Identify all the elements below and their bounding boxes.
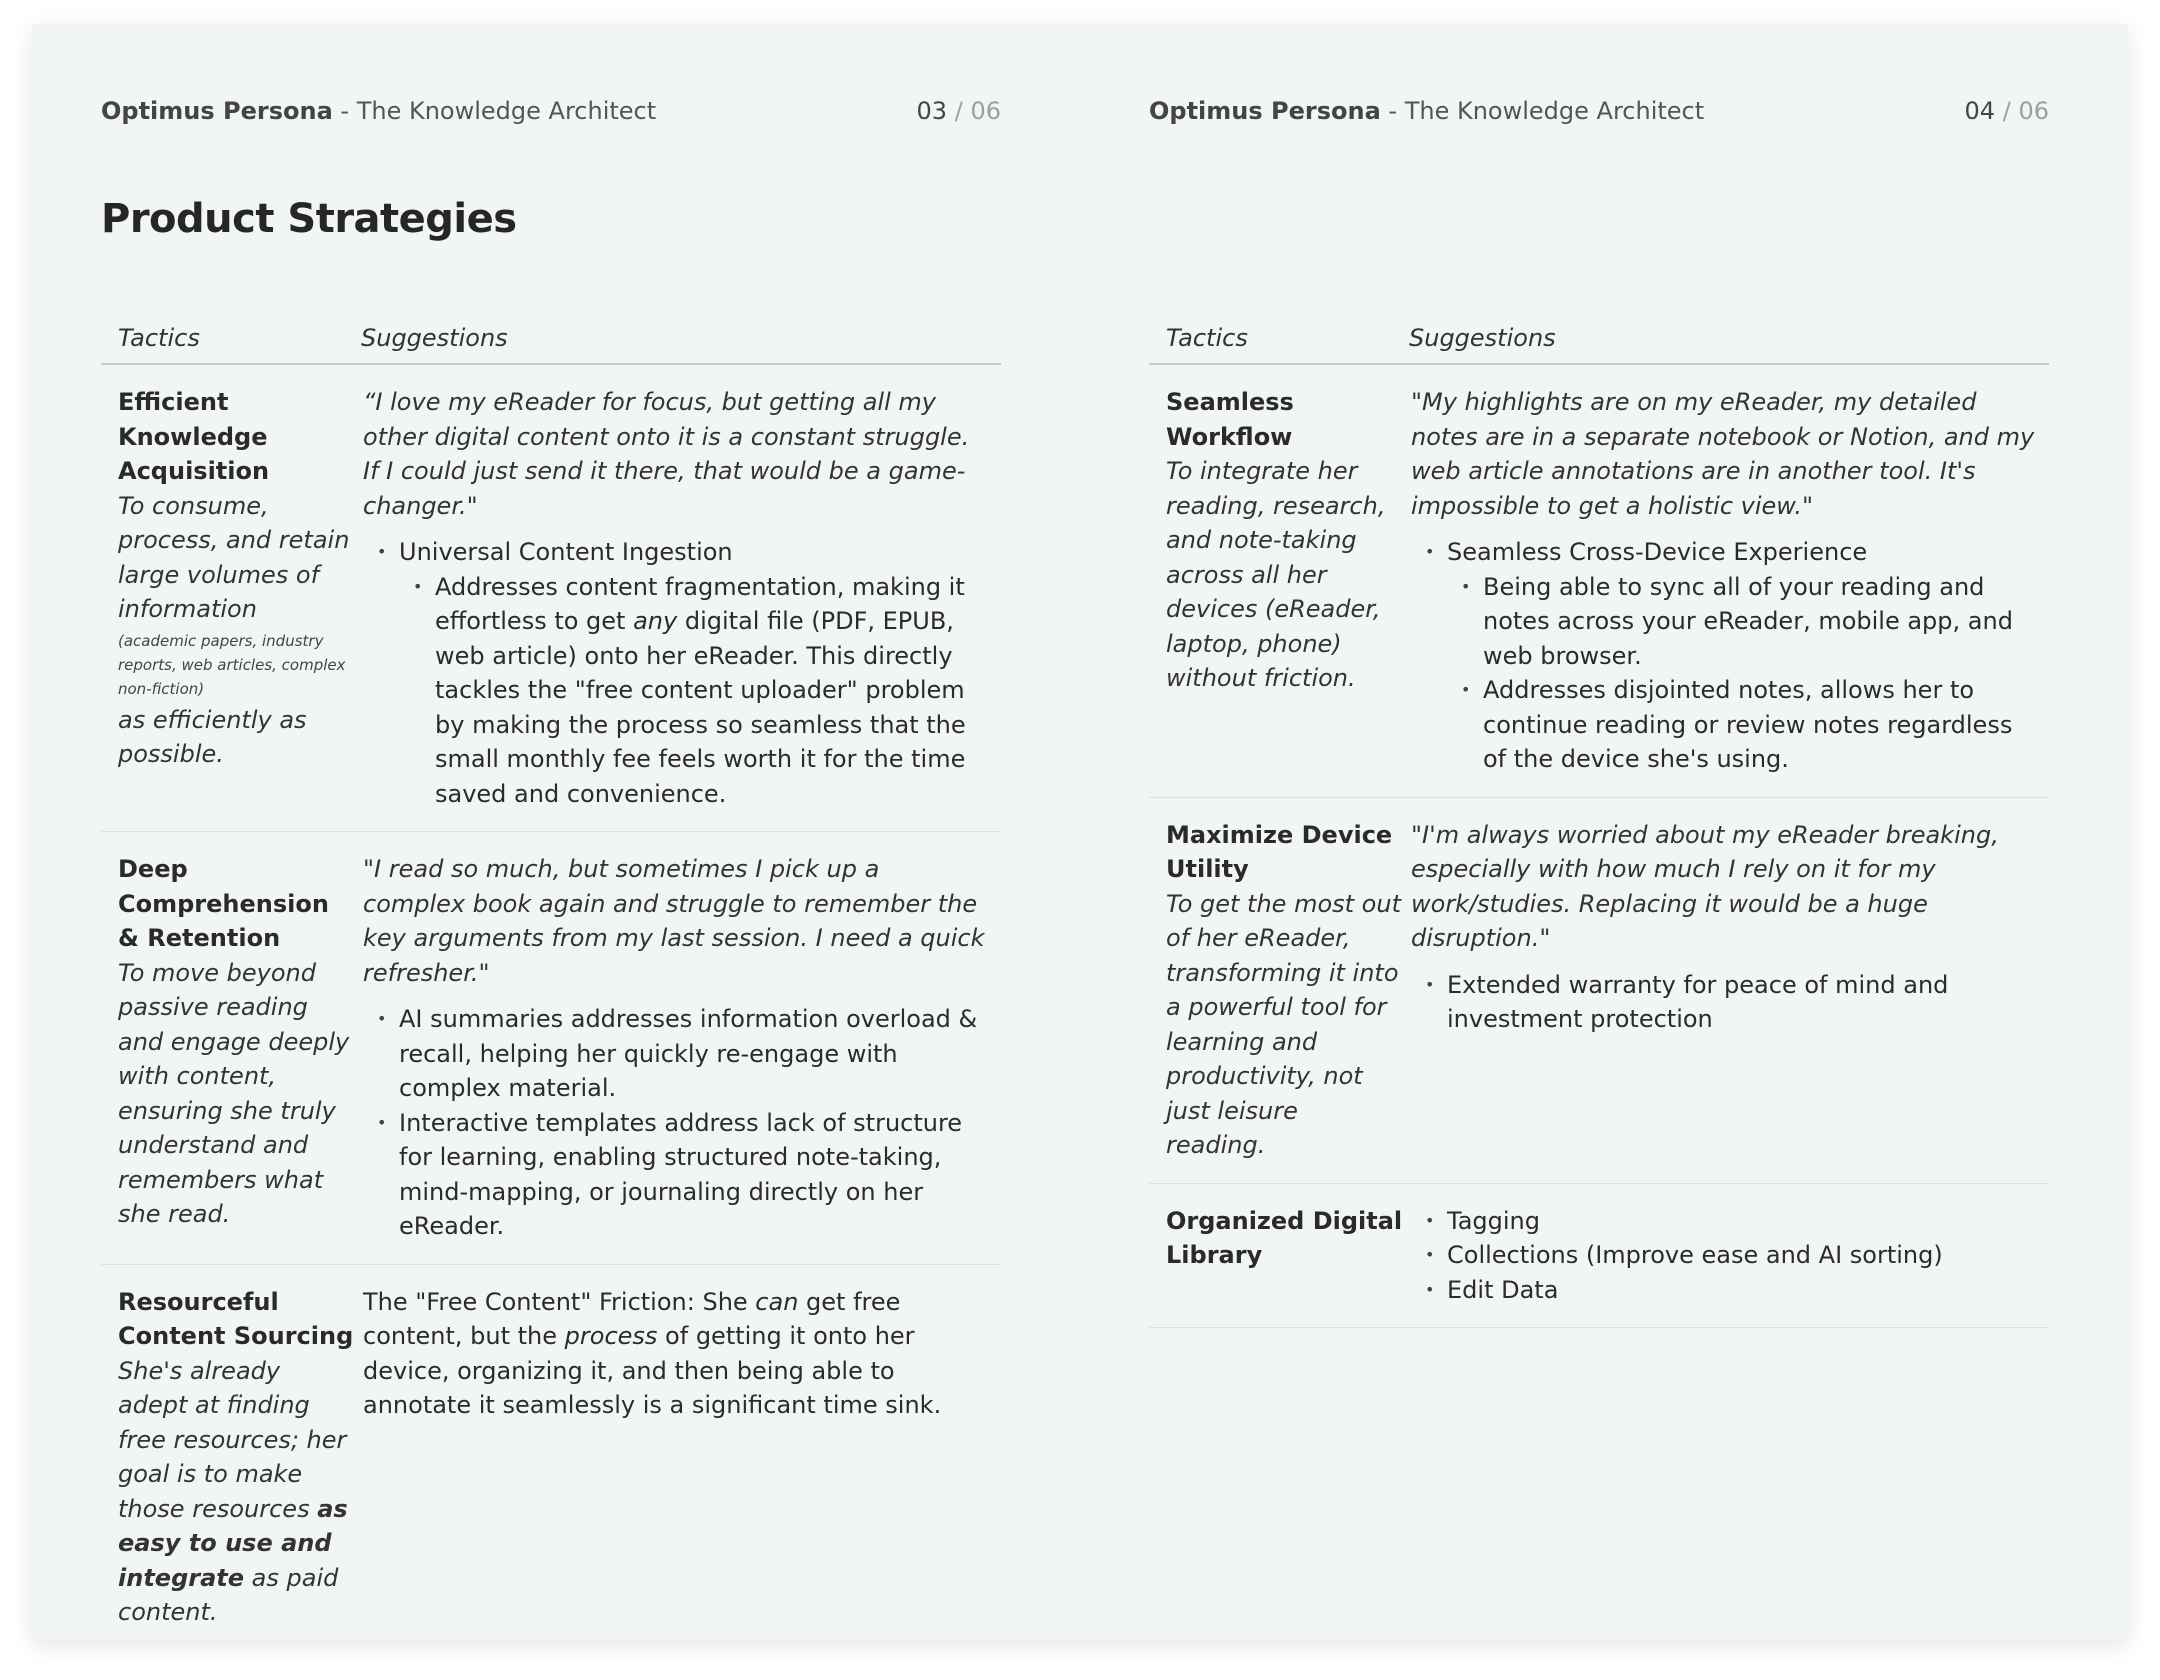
tactic-cell	[101, 385, 363, 811]
page-header	[1149, 97, 2049, 125]
tactic-title: Maximize Device Utility	[1166, 820, 1393, 883]
list-item: • Interactive templates address lack of structure for learning, enabling structured note-taking, mind-mapping, or journaling directly on her eReader.	[377, 1106, 989, 1244]
table-header	[1149, 313, 2049, 365]
table-row	[101, 1265, 1001, 1650]
suggestion-list	[363, 535, 989, 811]
tactic-description: To consume, process, and retain large volumes of information	[118, 491, 350, 623]
column-header-tactics: Tactics	[1166, 324, 1248, 352]
list-item: • Seamless Cross-Device Experience • Being able to sync all of your reading and notes across your eReader, mobile app, and web browser. • Addresses disjointed notes, allows her to continue reading or review notes regardless of the device she's using.	[1425, 535, 2037, 777]
list-item: • Being able to sync all of your reading and notes across your eReader, mobile app, and web browser.	[1461, 570, 2037, 674]
strategy-table	[1149, 313, 2049, 1328]
column-header-suggestions: Suggestions	[1409, 324, 1556, 352]
table-header	[101, 313, 1001, 365]
tactic-title: Resourceful Content Sourcing	[118, 1287, 354, 1350]
page-03	[101, 24, 1001, 1640]
page-number: 04 / 06	[1964, 97, 2049, 125]
list-item: • Tagging	[1425, 1204, 2037, 1239]
running-subtitle: - The Knowledge Architect	[340, 97, 657, 125]
suggestion-cell	[1411, 1204, 2049, 1308]
brand-name: Optimus Persona	[101, 97, 333, 125]
tactic-cell	[1149, 1204, 1411, 1308]
table-row	[1149, 1184, 2049, 1329]
list-item: • Extended warranty for peace of mind and investment protection	[1425, 968, 2037, 1037]
suggestion-list	[363, 1002, 989, 1244]
suggestion-cell	[1411, 818, 2049, 1163]
list-item: • Edit Data	[1425, 1273, 2037, 1308]
brand-name: Optimus Persona	[1149, 97, 1381, 125]
list-item: • Collections (Improve ease and AI sorting)	[1425, 1238, 2037, 1273]
sub-list	[1447, 570, 2037, 777]
table-row	[101, 365, 1001, 832]
persona-quote: "I'm always worried about my eReader breaking, especially with how much I rely on it for my work/studies. Replacing it would be a huge disruption."	[1411, 820, 1999, 952]
page-04	[1149, 24, 2049, 1640]
suggestion-cell	[363, 852, 1001, 1244]
suggestion-cell: The "Free Content" Friction: She can get free content, but the process of getting it onto her device, organizing it, and then being able to annotate it seamlessly is a significant time sink.	[363, 1287, 942, 1419]
tactic-title: Organized Digital Library	[1166, 1206, 1403, 1269]
tactic-title: Efficient Knowledge Acquisition	[118, 388, 270, 485]
tactic-description: To move beyond passive reading and engage deeply with content, ensuring she truly understand and remembers what she read.	[118, 958, 350, 1228]
tactic-description: To integrate her reading, research, and note-taking across all her devices (eReader, laptop, phone) without friction.	[1166, 457, 1386, 692]
list-item: • Addresses disjointed notes, allows her to continue reading or review notes regardless of the device she's using.	[1461, 673, 2037, 777]
page-title: Product Strategies	[101, 196, 517, 242]
strategy-table	[101, 313, 1001, 1650]
suggestion-list	[1411, 1204, 2037, 1308]
tactic-title: Seamless Workflow	[1166, 388, 1294, 451]
document-sheet	[32, 24, 2128, 1640]
running-title	[1149, 97, 1704, 125]
persona-quote: “I love my eReader for focus, but getting all my other digital content onto it is a constant struggle. If I could just send it there, that would be a game-changer."	[363, 388, 970, 520]
table-row	[1149, 365, 2049, 798]
tactic-cell	[1149, 818, 1411, 1163]
list-item: • AI summaries addresses information overload & recall, helping her quickly re-engage with complex material.	[377, 1002, 989, 1106]
sub-list	[399, 570, 989, 812]
tactic-cell	[1149, 385, 1411, 777]
tactic-note: (academic papers, industry reports, web articles, complex non-fiction)	[118, 631, 346, 698]
list-item: • Universal Content Ingestion • Addresses content fragmentation, making it effortless to get any digital file (PDF, EPUB, web article) onto her eReader. This directly tackles the "free content uploader" problem by making the process so seamless that the small monthly fee feels worth it for the time saved and convenience.	[377, 535, 989, 811]
tactic-cell	[101, 852, 363, 1244]
persona-quote: "My highlights are on my eReader, my detailed notes are in a separate notebook or Notion, and my web article annotations are in another tool. It's impossible to get a holistic view."	[1411, 388, 2035, 520]
table-row	[1149, 798, 2049, 1184]
table-row	[101, 832, 1001, 1265]
column-header-tactics: Tactics	[118, 324, 200, 352]
tactic-cell	[101, 1285, 363, 1630]
list-item: • Addresses content fragmentation, making it effortless to get any digital file (PDF, EPUB, web article) onto her eReader. This directly tackles the "free content uploader" problem by making the process so seamless that the small monthly fee feels worth it for the time saved and convenience.	[413, 570, 989, 812]
persona-quote: "I read so much, but sometimes I pick up a complex book again and struggle to remember the key arguments from my last session. I need a quick refresher."	[363, 855, 985, 987]
suggestion-cell	[1411, 385, 2049, 777]
tactic-description-end: as efficiently as possible.	[118, 705, 307, 768]
tactic-title: Deep Comprehension & Retention	[118, 855, 329, 952]
suggestion-list	[1411, 535, 2037, 777]
tactic-description: She's already adept at finding free resources; her goal is to make those resources as easy to use and integrate as paid content.	[118, 1356, 348, 1626]
page-number: 03 / 06	[916, 97, 1001, 125]
page-header	[101, 97, 1001, 125]
running-subtitle: - The Knowledge Architect	[1388, 97, 1705, 125]
running-title	[101, 97, 656, 125]
suggestion-list	[1411, 968, 2037, 1037]
column-header-suggestions: Suggestions	[361, 324, 508, 352]
tactic-description: To get the most out of her eReader, transforming it into a powerful tool for learning and productivity, not just leisure reading.	[1166, 889, 1401, 1159]
suggestion-cell	[363, 385, 1001, 811]
